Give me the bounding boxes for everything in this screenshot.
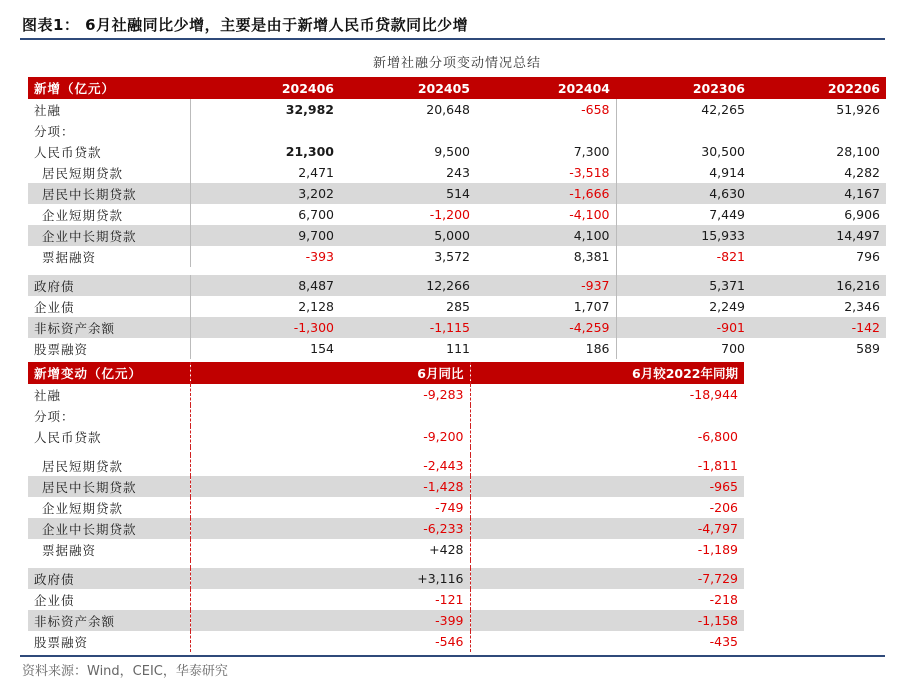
value-cell: 514 (340, 183, 476, 204)
spacer-cell (190, 267, 340, 275)
value-cell: -18,944 (470, 384, 744, 405)
source-note: 资料来源：Wind，CEIC，华泰研究 (22, 664, 228, 679)
value-cell: 2,471 (190, 162, 340, 183)
value-cell: 5,000 (340, 225, 476, 246)
spacer-cell (28, 267, 190, 275)
row-label: 分项： (34, 123, 75, 139)
value-cell: -399 (190, 610, 470, 631)
table-row (28, 204, 886, 225)
table-row (28, 610, 744, 631)
value-cell: 42,265 (616, 99, 751, 120)
header-label-cell: 新增变动（亿元） (28, 362, 190, 384)
value-cell: 6,700 (190, 204, 340, 225)
row-label: 非标资产余额 (28, 317, 190, 338)
value-cell: 2,128 (190, 296, 340, 317)
value-cell: 4,914 (616, 162, 751, 183)
value-cell: -9,283 (190, 384, 470, 405)
row-label: 票据融资 (42, 542, 97, 558)
value-cell: -218 (470, 589, 744, 610)
table-row (28, 296, 886, 317)
value-cell: 186 (585, 341, 610, 356)
spacer-cell (190, 560, 470, 568)
header-column-5: 202206 (751, 77, 886, 99)
spacer-cell (28, 560, 190, 568)
row-label: 股票融资 (34, 341, 89, 357)
table-header-row (28, 362, 744, 384)
value-cell (476, 120, 616, 141)
value-cell (470, 405, 744, 426)
table-row (28, 99, 886, 120)
table-row (28, 384, 744, 405)
value-cell: -901 (616, 317, 751, 338)
value-cell: -4,259 (476, 317, 616, 338)
value-cell: 7,449 (616, 204, 751, 225)
value-cell: 243 (446, 165, 470, 180)
value-cell: -3,518 (569, 165, 610, 180)
value-cell: 285 (446, 299, 470, 314)
value-cell: 4,630 (616, 183, 751, 204)
value-cell: -1,200 (429, 207, 470, 222)
spacer-cell (340, 267, 476, 275)
row-label: 票据融资 (42, 249, 97, 265)
value-cell: -393 (190, 246, 340, 267)
value-cell: -9,200 (190, 426, 470, 447)
value-cell: -658 (581, 102, 610, 117)
value-cell: 20,648 (426, 102, 470, 117)
value-cell: -1,158 (470, 610, 744, 631)
value-cell: 4,282 (844, 165, 880, 180)
value-cell: 21,300 (190, 141, 340, 162)
value-cell: 12,266 (340, 275, 476, 296)
value-cell: 15,933 (616, 225, 751, 246)
row-label: 社融 (34, 102, 62, 118)
table-row (28, 162, 886, 183)
table-row (28, 405, 744, 426)
row-label: 居民短期贷款 (42, 165, 124, 181)
table-row (28, 476, 744, 497)
table-row (28, 225, 886, 246)
header-column-2: 202405 (340, 77, 476, 99)
value-cell: -749 (190, 497, 470, 518)
header-column-1: 202406 (190, 77, 340, 99)
header-column-2: 6月较2022年同期 (470, 362, 744, 384)
spacer-row (28, 560, 744, 568)
value-cell: 700 (616, 338, 751, 359)
row-label: 分项： (34, 408, 75, 424)
summary-table-absolute (28, 77, 886, 359)
value-cell: -965 (470, 476, 744, 497)
spacer-cell (476, 267, 616, 275)
value-cell (616, 120, 751, 141)
table-row (28, 631, 744, 652)
value-cell: 589 (856, 341, 880, 356)
header-column-4: 202306 (616, 77, 751, 99)
value-cell: 8,487 (190, 275, 340, 296)
value-cell: 111 (446, 341, 470, 356)
value-cell: -1,189 (470, 539, 744, 560)
top-rule (20, 38, 885, 40)
table-row (28, 426, 744, 447)
table-row (28, 497, 744, 518)
row-label: 非标资产余额 (28, 610, 190, 631)
value-cell: -1,115 (340, 317, 476, 338)
header-column-1: 6月同比 (190, 362, 470, 384)
row-label: 人民币贷款 (34, 144, 102, 160)
row-label: 政府债 (28, 275, 190, 296)
header-column-3: 202404 (476, 77, 616, 99)
value-cell: 6,906 (844, 207, 880, 222)
bottom-rule (20, 655, 885, 657)
value-cell (190, 120, 340, 141)
value-cell: 3,202 (190, 183, 340, 204)
row-label: 人民币贷款 (34, 429, 102, 445)
value-cell: 1,707 (573, 299, 610, 314)
row-label: 股票融资 (34, 634, 89, 650)
value-cell: -6,800 (470, 426, 744, 447)
row-label: 企业短期贷款 (42, 207, 124, 223)
spacer-cell (190, 447, 470, 455)
table-header-row (28, 77, 886, 99)
summary-table-change (28, 362, 744, 652)
value-cell: -7,729 (470, 568, 744, 589)
table-row (28, 518, 744, 539)
value-cell: -4,100 (569, 207, 610, 222)
table-row (28, 183, 886, 204)
value-cell: 16,216 (751, 275, 886, 296)
value-cell: 32,982 (190, 99, 340, 120)
spacer-cell (28, 447, 190, 455)
row-label: 企业债 (34, 299, 75, 315)
value-cell: 8,381 (573, 249, 610, 264)
value-cell: -4,797 (470, 518, 744, 539)
value-cell: 4,100 (476, 225, 616, 246)
value-cell: 5,371 (616, 275, 751, 296)
value-cell: 3,572 (434, 249, 470, 264)
value-cell: 9,700 (190, 225, 340, 246)
header-label-cell: 新增（亿元） (28, 77, 190, 99)
row-label: 企业短期贷款 (42, 500, 124, 516)
table-body (28, 99, 886, 359)
value-cell: 2,346 (844, 299, 880, 314)
row-label: 居民中长期贷款 (28, 476, 190, 497)
spacer-cell (470, 560, 744, 568)
value-cell: 154 (190, 338, 340, 359)
table-row (28, 120, 886, 141)
figure-title: 图表1： 6月社融同比少增，主要是由于新增人民币贷款同比少增 (22, 16, 469, 34)
table-body (28, 384, 744, 652)
value-cell: 9,500 (434, 144, 470, 159)
table-row (28, 141, 886, 162)
row-label: 企业债 (34, 592, 75, 608)
value-cell (340, 120, 476, 141)
table-row (28, 338, 886, 359)
value-cell: 28,100 (836, 144, 880, 159)
spacer-cell (616, 267, 751, 275)
value-cell: +428 (190, 539, 470, 560)
value-cell: -121 (190, 589, 470, 610)
row-label: 居民短期贷款 (42, 458, 124, 474)
value-cell: 30,500 (616, 141, 751, 162)
table-row (28, 568, 744, 589)
value-cell: -1,428 (190, 476, 470, 497)
value-cell (190, 405, 470, 426)
value-cell: -206 (470, 497, 744, 518)
spacer-row (28, 447, 744, 455)
value-cell: 2,249 (616, 296, 751, 317)
value-cell: -1,811 (470, 455, 744, 476)
value-cell: -142 (751, 317, 886, 338)
row-label: 企业中长期贷款 (28, 518, 190, 539)
value-cell: 51,926 (836, 102, 880, 117)
spacer-cell (470, 447, 744, 455)
value-cell: -2,443 (190, 455, 470, 476)
table-title: 新增社融分项变动情况总结 (372, 56, 541, 71)
value-cell: +3,116 (190, 568, 470, 589)
value-cell: 7,300 (573, 144, 610, 159)
value-cell: -1,666 (476, 183, 616, 204)
value-cell: 4,167 (751, 183, 886, 204)
value-cell: -6,233 (190, 518, 470, 539)
value-cell: -937 (476, 275, 616, 296)
row-label: 社融 (34, 387, 62, 403)
value-cell: 14,497 (751, 225, 886, 246)
spacer-row (28, 267, 886, 275)
table-row (28, 246, 886, 267)
table-row (28, 539, 744, 560)
row-label: 居民中长期贷款 (28, 183, 190, 204)
value-cell (751, 120, 886, 141)
row-label: 政府债 (28, 568, 190, 589)
table-row (28, 275, 886, 296)
value-cell: -1,300 (190, 317, 340, 338)
table-row (28, 589, 744, 610)
value-cell: -821 (616, 246, 751, 267)
value-cell: -435 (470, 631, 744, 652)
value-cell: 796 (856, 249, 880, 264)
table-row (28, 317, 886, 338)
row-label: 企业中长期贷款 (28, 225, 190, 246)
table-row (28, 455, 744, 476)
spacer-cell (751, 267, 886, 275)
value-cell: -546 (190, 631, 470, 652)
